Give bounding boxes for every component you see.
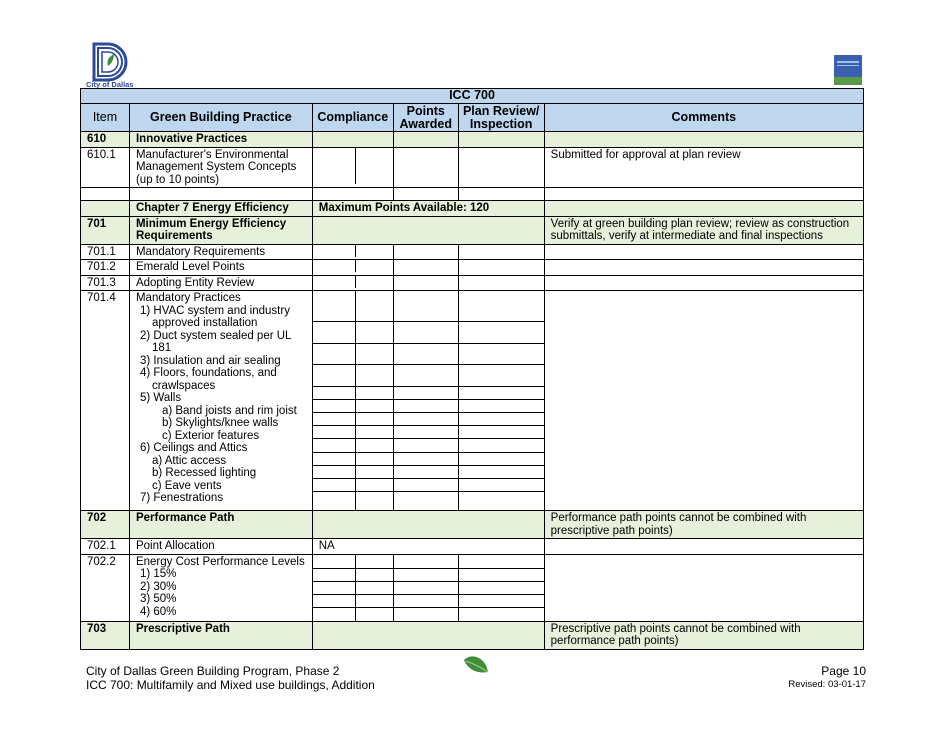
practice-cell: Prescriptive Path <box>129 621 312 649</box>
comment-cell: Performance path points cannot be combined with prescriptive path points) <box>544 511 863 539</box>
logo-text: City of Dallas <box>86 80 134 88</box>
header-comments: Comments <box>544 104 863 132</box>
list-item: approved installation <box>151 317 258 329</box>
table-row <box>81 132 864 148</box>
table-title: ICC 700 <box>81 89 864 104</box>
practice-cell: Adopting Entity Review <box>129 275 312 291</box>
list-item: 4) Floors, foundations, and <box>139 367 277 379</box>
list-item: 7) Fenestrations <box>139 492 224 504</box>
item-cell: 701.1 <box>81 244 130 260</box>
header-points: Points Awarded <box>393 104 458 132</box>
list-item: a) Attic access <box>151 454 227 467</box>
compliance-cell: NA <box>312 539 544 555</box>
header-review: Plan Review/ Inspection <box>458 104 544 132</box>
list-item: crawlspaces <box>151 379 216 392</box>
list-item: c) Eave vents <box>151 479 222 492</box>
item-cell: 701.2 <box>81 260 130 276</box>
list-item: b) Recessed lighting <box>151 467 257 479</box>
header-practice: Green Building Practice <box>129 104 312 132</box>
max-points: Maximum Points Available: 120 <box>312 201 544 217</box>
comment-cell: Verify at green building plan review; review as construction submittals, verify at intermediate and final inspections <box>544 216 863 244</box>
practice-cell: Minimum Energy Efficiency Requirements <box>129 216 312 244</box>
footer-subtitle: ICC 700: Multifamily and Mixed use buildings, Addition <box>86 678 375 692</box>
footer-program: City of Dallas Green Building Program, Phase 2 <box>86 664 340 678</box>
item-cell: 701.3 <box>81 275 130 291</box>
practice-list <box>136 305 306 505</box>
list-item: 3) Insulation and air sealing <box>139 354 281 367</box>
table-row <box>81 539 864 555</box>
practice-cell: Emerald Level Points <box>129 260 312 276</box>
header-item: Item <box>81 104 130 132</box>
header-compliance: Compliance <box>312 104 393 132</box>
list-item: 1) 15% <box>139 568 177 580</box>
list-item: 6) Ceilings and Attics <box>139 442 248 454</box>
practice-cell: Energy Cost Performance Levels <box>135 555 305 568</box>
leaf-icon <box>462 654 490 676</box>
list-item: 2) 30% <box>139 580 177 593</box>
table-row <box>81 275 864 291</box>
page-number: Page 10 <box>821 664 866 678</box>
table-row <box>81 291 864 511</box>
chapter-title: Chapter 7 Energy Efficiency <box>129 201 312 217</box>
practice-cell: Manufacturer's Environmental Management System Concepts (up to 10 points) <box>129 147 312 188</box>
item-cell: 703 <box>81 621 130 649</box>
table-row <box>81 216 864 244</box>
list-item: a) Band joists and rim joist <box>161 404 297 417</box>
item-cell: 702.2 <box>81 554 130 621</box>
table-row <box>81 621 864 649</box>
practice-cell: Mandatory Practices <box>135 292 241 304</box>
revised-date: Revised: 03-01-17 <box>788 679 866 690</box>
list-item: 1) HVAC system and industry <box>139 304 290 317</box>
item-cell: 701.4 <box>81 291 130 511</box>
footer-right <box>788 664 866 692</box>
item-cell: 610.1 <box>81 147 130 188</box>
list-item: 5) Walls <box>139 392 182 404</box>
table-row <box>81 147 864 188</box>
city-of-dallas-logo <box>86 40 136 88</box>
practice-list <box>136 568 306 618</box>
program-badge-icon <box>834 55 862 85</box>
item-cell: 702.1 <box>81 539 130 555</box>
list-item: b) Skylights/knee walls <box>161 417 279 429</box>
list-item: 4) 60% <box>139 605 177 618</box>
practice-cell: Mandatory Requirements <box>129 244 312 260</box>
item-cell: 701 <box>81 216 130 244</box>
practice-cell: Point Allocation <box>129 539 312 555</box>
comment-cell: Prescriptive path points cannot be combined with performance path points) <box>544 621 863 649</box>
practice-cell: Innovative Practices <box>129 132 312 148</box>
item-cell: 702 <box>81 511 130 539</box>
table-row <box>81 260 864 276</box>
list-item: 2) Duct system sealed per UL <box>139 329 292 342</box>
chapter-row <box>81 201 864 217</box>
table-row <box>81 554 864 621</box>
table-row <box>81 511 864 539</box>
icc700-table <box>80 88 864 650</box>
item-cell: 610 <box>81 132 130 148</box>
footer-left <box>86 664 375 692</box>
list-item: c) Exterior features <box>161 429 260 442</box>
list-item: 3) 50% <box>139 593 177 605</box>
comment-cell: Submitted for approval at plan review <box>544 147 863 188</box>
list-item: 181 <box>151 342 172 354</box>
practice-cell: Performance Path <box>129 511 312 539</box>
table-row <box>81 244 864 260</box>
